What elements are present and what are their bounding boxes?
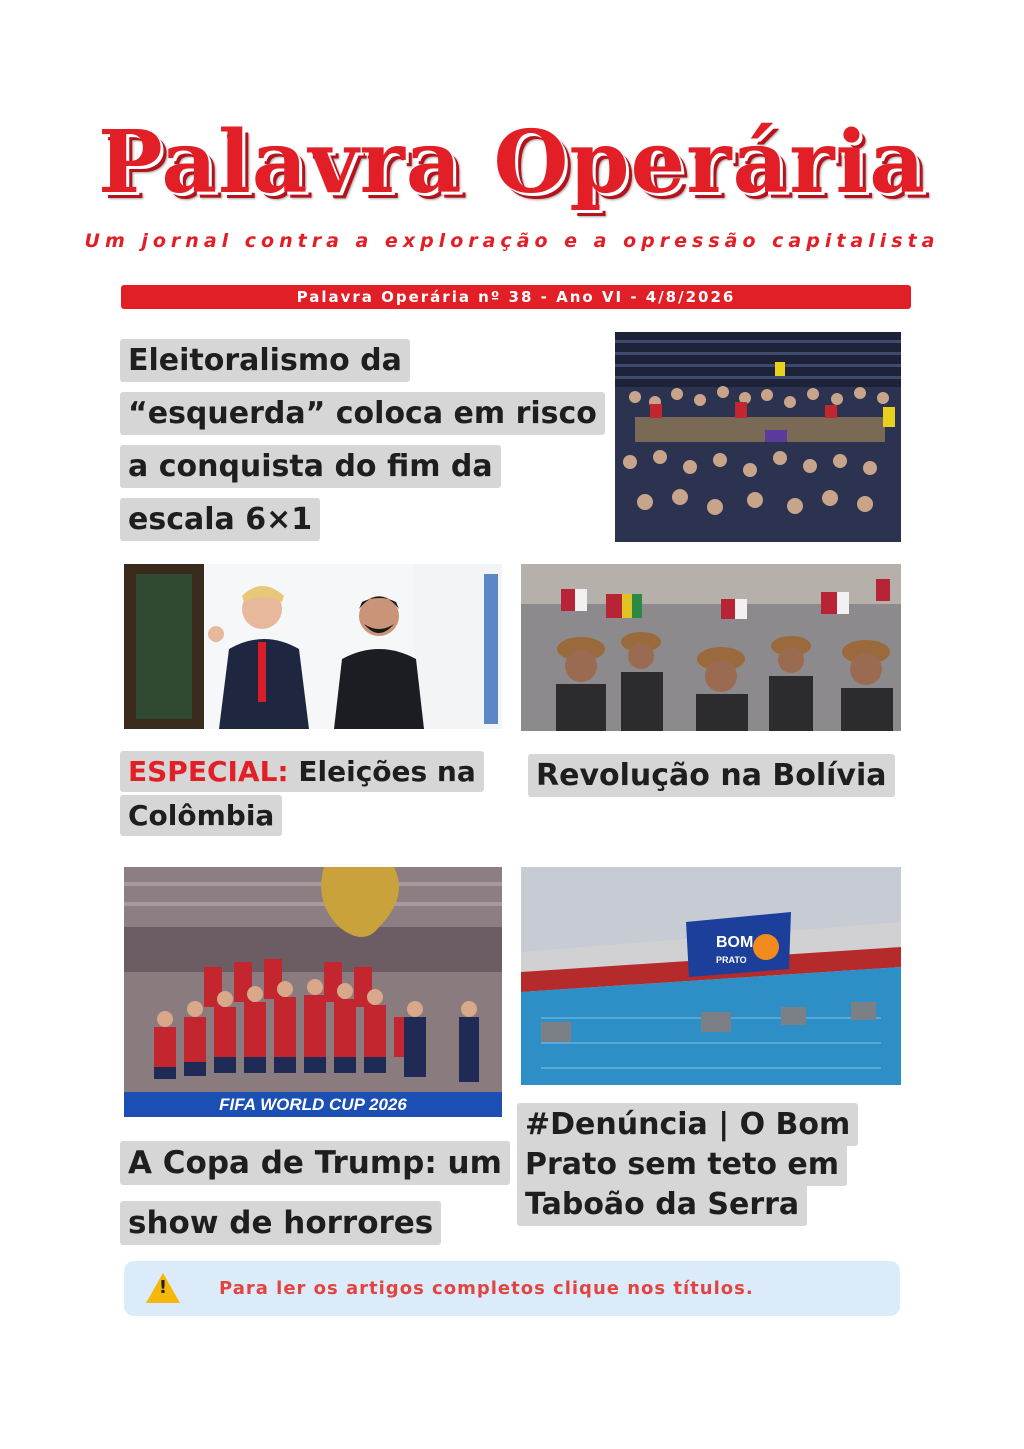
world-cup-banner: FIFA WORLD CUP 2026 [219,1095,407,1114]
newspaper-subtitle: Um jornal contra a exploração e a opressão capitalista [84,230,940,252]
bom-prato-sign-line1: BOM [716,934,754,951]
colombia-headline-line [120,751,484,792]
bom-prato-headline[interactable] [517,1105,897,1225]
bom-prato-headline-line: Prato sem teto em [517,1143,847,1186]
world-cup-headline-line: show de horrores [120,1201,441,1245]
colombia-photo[interactable] [124,564,502,729]
lead-headline-line: Eleitoralismo da [120,339,410,382]
colombia-headline-line: Colômbia [120,795,282,836]
read-more-text: Para ler os artigos completos clique nos títulos. [219,1278,754,1299]
congress-photo[interactable] [615,332,901,542]
special-tag: ESPECIAL: [128,755,289,788]
issue-bar: Palavra Operária nº 38 - Ano VI - 4/8/2026 [121,285,911,309]
world-cup-photo-art [124,867,502,1117]
bom-prato-photo[interactable] [521,867,901,1085]
world-cup-headline-line: A Copa de Trump: um [120,1141,510,1185]
bolivia-headline[interactable] [528,754,908,798]
world-cup-headline[interactable] [120,1133,510,1253]
bolivia-headline-text: Revolução na Bolívia [528,754,895,797]
world-cup-photo[interactable] [124,867,502,1117]
colombia-photo-art [124,564,502,729]
masthead [0,112,1024,213]
lead-headline-line: “esquerda” coloca em risco [120,392,605,435]
newspaper-title: Palavra Operária [98,112,926,213]
warning-icon-mark: ! [158,1277,168,1298]
bom-prato-photo-art [521,867,901,1085]
colombia-headline-rest: Eleições na [298,755,476,788]
congress-photo-art [615,332,901,542]
bolivia-photo[interactable] [521,564,901,731]
bom-prato-sign-line2: PRATO [716,955,747,965]
lead-headline-line: a conquista do fim da [120,445,501,488]
bom-prato-headline-line: Taboão da Serra [517,1183,807,1226]
lead-headline[interactable] [120,334,610,546]
lead-headline-line: escala 6×1 [120,498,320,541]
read-more-notice [124,1261,900,1316]
bolivia-photo-art [521,564,901,731]
bom-prato-headline-line: #Denúncia | O Bom [517,1103,858,1146]
colombia-headline[interactable] [120,750,500,838]
